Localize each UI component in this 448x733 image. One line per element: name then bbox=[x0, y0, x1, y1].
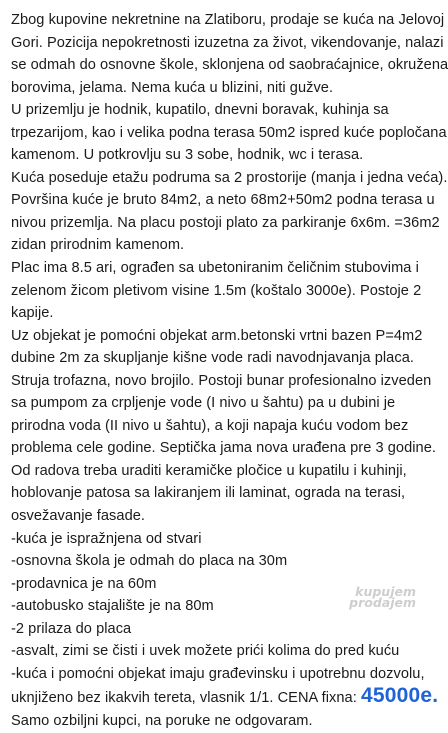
description-line: -kuća i pomoćni objekat imaju građevinsku i upotrebnu dozvolu, bbox=[11, 665, 425, 682]
description-line: trpezarijom, kao i velika podna terasa 50m2 ispred kuće popločana bbox=[11, 124, 447, 141]
description-line: Gori. Pozicija nepokretnosti izuzetna za život, vikendovanje, nalazi bbox=[11, 34, 444, 51]
description-line: -kuća je ispražnjena od stvari bbox=[11, 530, 202, 547]
description-line: U prizemlju je hodnik, kupatilo, dnevni boravak, kuhinja sa bbox=[11, 102, 389, 119]
site-watermark-logo bbox=[349, 586, 416, 608]
price-line-prefix: uknjiženo bez ikakvih tereta, vlasnik 1/1. CENA fixna: bbox=[11, 690, 357, 707]
description-line: Kuća poseduje etažu podruma sa 2 prostorije (manja i jedna veća). bbox=[11, 169, 448, 186]
watermark-line-2: prodajem bbox=[349, 595, 416, 610]
price-line bbox=[11, 684, 439, 710]
description-line: prirodna voda (II nivo u šahtu), a koji napaja kuću vodom bez bbox=[11, 417, 409, 434]
description-line: sa pumpom za crpljenje vode (I nivo u šahtu) pa u dubini je bbox=[11, 395, 396, 412]
description-line: -prodavnica je na 60m bbox=[11, 575, 157, 592]
description-line: Od radova treba uraditi keramičke pločice u kupatilu i kuhinji, bbox=[11, 462, 407, 479]
description-line: se odmah do osnovne škole, sklonjena od saobraćajnice, okružena bbox=[11, 57, 448, 74]
description-line: nivou prizemlja. Na placu postoji plato za parkiranje 6x6m. =36m2 bbox=[11, 214, 440, 231]
description-line: Plac ima 8.5 ari, ograđen sa ubetoniranim čeličnim stubovima i bbox=[11, 260, 419, 277]
description-line: -osnovna škola je odmah do placa na 30m bbox=[11, 553, 288, 570]
description-line: hoblovanje patosa sa lakiranjem ili laminat, ograda na terasi, bbox=[11, 485, 406, 502]
description-line: zidan prirodnim kamenom. bbox=[11, 237, 185, 254]
description-line: zelenom žicom pletivom visine 1.5m (koštalo 3000e). Postoje 2 bbox=[11, 282, 422, 299]
description-line: osvežavanje fasade. bbox=[11, 508, 146, 525]
description-line: Struja trofazna, novo brojilo. Postoji bunar profesionalno izveden bbox=[11, 372, 432, 389]
description-line: kapije. bbox=[11, 305, 54, 322]
description-line: kamenom. U potkrovlju su 3 sobe, hodnik, wc i terasa. bbox=[11, 147, 364, 164]
description-line: Zbog kupovine nekretnine na Zlatiboru, prodaje se kuća na Jelovoj bbox=[11, 12, 445, 28]
description-line: Površina kuće je bruto 84m2, a neto 68m2+50m2 podna terasa u bbox=[11, 192, 435, 209]
price-value: 45000e. bbox=[360, 684, 439, 708]
description-line: -asvalt, zimi se čisti i uvek možete prići kolima do pred kuću bbox=[11, 643, 400, 660]
description-line: -2 prilaza do placa bbox=[11, 620, 132, 637]
description-line: borovima, jelama. Nema kuća u blizini, niti gužve. bbox=[11, 79, 334, 96]
description-line: Uz objekat je pomoćni objekat arm.betonski vrtni bazen P=4m2 bbox=[11, 327, 423, 344]
watermark-line-1: kupujem bbox=[355, 584, 416, 599]
listing-description bbox=[11, 9, 448, 733]
description-line: -autobusko stajalište je na 80m bbox=[11, 598, 214, 615]
closing-line: Samo ozbiljni kupci, na poruke ne odgovaram. bbox=[11, 712, 313, 729]
description-line: dubine 2m za skupljanje kišne vode radi navodnjavanja placa. bbox=[11, 350, 414, 367]
description-line: problema cele godine. Septička jama nova urađena pre 3 godine. bbox=[11, 440, 436, 457]
